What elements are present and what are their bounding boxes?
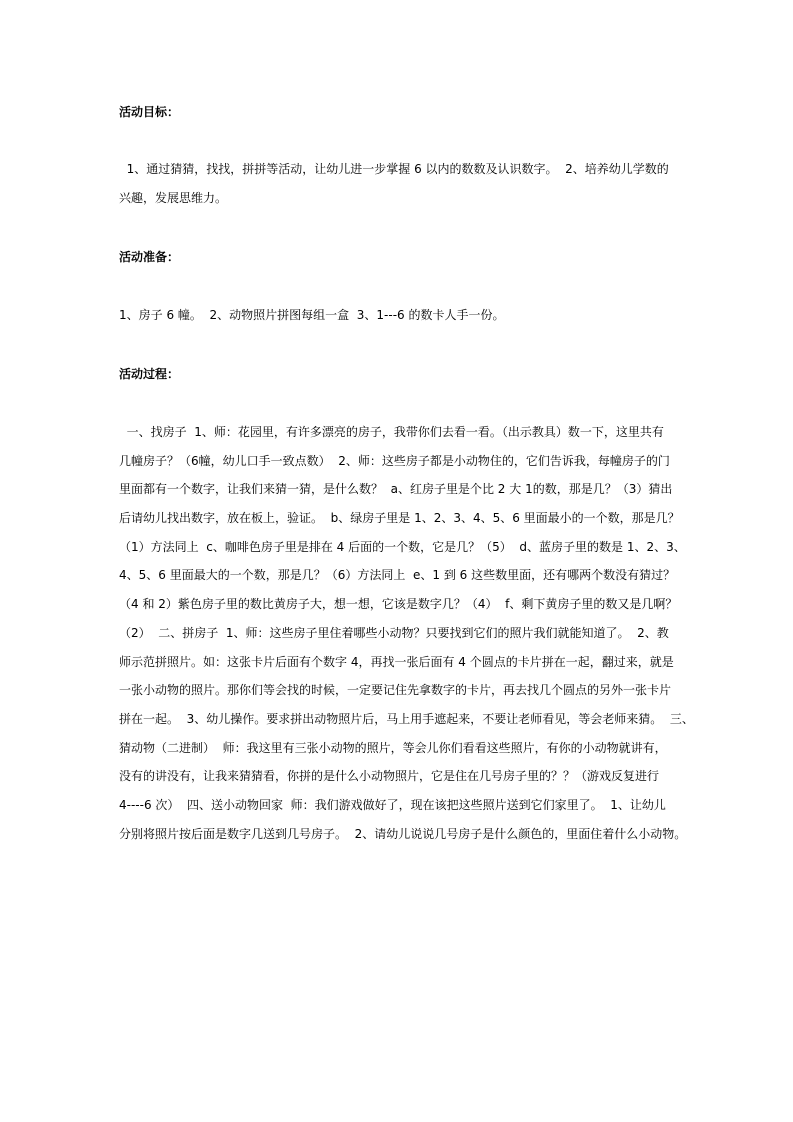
text-line: 1、通过猜猜，找找，拼拼等活动，让幼儿进一步掌握 6 以内的数数及认识数字。 2、培养幼儿学数的	[119, 162, 669, 176]
section-body-preparation	[119, 301, 679, 330]
text-line: 一张小动物的照片。那你们等会找的时候，一定要记住先拿数字的卡片，再去找几个圆点的另外一张卡片	[119, 683, 672, 698]
section-heading-preparation: 活动准备：	[119, 250, 180, 264]
text-line: 分别将照片按后面是数字几送到几号房子。 2、请幼儿说说几号房子是什么颜色的，里面住着什么小动物。	[119, 826, 687, 841]
text-line: 几幢房子？（6幢，幼儿口手一致点数） 2、师：这些房子都是小动物住的，它们告诉我，每幢房子的门	[119, 453, 670, 468]
section-body-process	[119, 418, 694, 848]
section-heading-goals: 活动目标：	[119, 105, 180, 119]
text-line: 师示范拼照片。如：这张卡片后面有个数字 4，再找一张后面有 4 个圆点的卡片拼在一起，翻过来，就是	[119, 654, 674, 669]
section-body-goals	[119, 155, 679, 212]
text-line: 猜动物（二进制） 师：我这里有三张小动物的照片，等会儿你们看看这些照片，有你的小动物就讲有，	[119, 740, 667, 755]
text-line: 一、找房子 1、师：花园里，有许多漂亮的房子，我带你们去看一看。（出示教具）数一下，这里共有	[119, 425, 664, 439]
text-line: （4 和 2）紫色房子里的数比黄房子大，想一想，它该是数字几？（4） f、剩下黄房子里的数又是几啊？	[119, 597, 678, 612]
section-heading-process: 活动过程：	[119, 367, 180, 381]
text-line: 后请幼儿找出数字，放在板上，验证。 b、绿房子里是 1、2、3、4、5、6 里面最小的一个数，那是几？	[119, 511, 680, 526]
text-line: （1）方法同上 c、咖啡色房子里是排在 4 后面的一个数，它是几？（5） d、蓝房子里的数是 1、2、3、	[119, 539, 686, 554]
text-line: 里面都有一个数字，让我们来猜一猜，是什么数？ a、红房子里是个比 2 大 1的数，那是几？（3）猜出	[119, 482, 673, 497]
text-line: （2） 二、拼房子 1、师：这些房子里住着哪些小动物？只要找到它们的照片我们就能知道了。 2、教	[119, 625, 669, 640]
text-line: 4、5、6 里面最大的一个数，那是几？（6）方法同上 e、1 到 6 这些数里面，还有哪两个数没有猜过？	[119, 568, 676, 583]
text-line: 1、房子 6 幢。 2、动物照片拼图每组一盒 3、1---6 的数卡人手一份。	[119, 308, 505, 322]
text-line: 拼在一起。 3、幼儿操作。要求拼出动物照片后，马上用手遮起来，不要让老师看见，等会老师来猜。 三、	[119, 711, 694, 726]
text-line: 没有的讲没有，让我来猜猜看，你拼的是什么小动物照片，它是住在几号房子里的？？（游戏反复进行	[119, 769, 660, 784]
text-line: 4----6 次） 四、送小动物回家 师：我们游戏做好了，现在该把这些照片送到它们家里了。 1、让幼儿	[119, 797, 666, 812]
text-line: 兴趣，发展思维力。	[119, 190, 228, 205]
